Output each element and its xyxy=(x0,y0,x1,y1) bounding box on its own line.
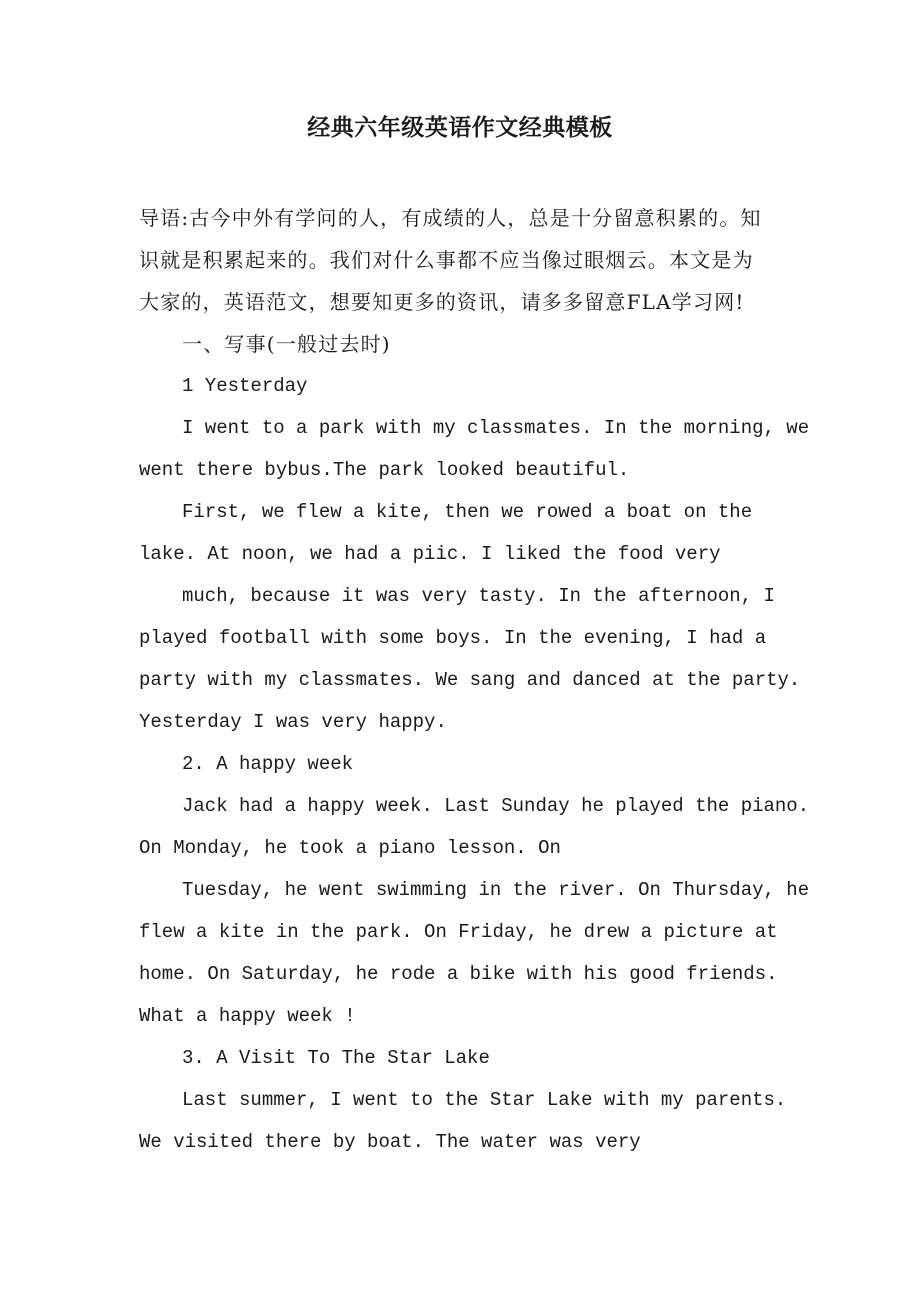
essay-line: much, because it was very tasty. In the afternoon, I xyxy=(182,585,775,607)
essay-line: On Monday, he took a piano lesson. On xyxy=(139,837,561,859)
intro-line-1: 导语:古今中外有学问的人，有成绩的人，总是十分留意积累的。知 xyxy=(139,206,762,230)
essay-line: Last summer, I went to the Star Lake with my parents. xyxy=(182,1089,787,1111)
section-heading: 一、写事(一般过去时) xyxy=(182,332,391,356)
essay-heading-star-lake: 3. A Visit To The Star Lake xyxy=(182,1047,490,1069)
essay-line: Yesterday I was very happy. xyxy=(139,711,447,733)
essay-line: I went to a park with my classmates. In the morning, we xyxy=(182,417,810,439)
essay-line: went there bybus.The park looked beautiful. xyxy=(139,459,630,481)
intro-line-2: 识就是积累起来的。我们对什么事都不应当像过眼烟云。本文是为 xyxy=(139,248,754,272)
essay-line: home. On Saturday, he rode a bike with his good friends. xyxy=(139,963,778,985)
essay-line: flew a kite in the park. On Friday, he drew a picture at xyxy=(139,921,778,943)
essay-line: We visited there by boat. The water was very xyxy=(139,1131,641,1153)
essay-heading-yesterday: 1 Yesterday xyxy=(182,375,308,397)
essay-line: party with my classmates. We sang and danced at the party. xyxy=(139,669,801,691)
document-body xyxy=(139,197,810,1163)
essay-heading-happy-week: 2. A happy week xyxy=(182,753,354,775)
essay-line: Tuesday, he went swimming in the river. On Thursday, he xyxy=(182,879,810,901)
essay-line: Jack had a happy week. Last Sunday he played the piano. xyxy=(182,795,810,817)
essay-line: lake. At noon, we had a piic. I liked the food very xyxy=(139,543,721,565)
document-title: 经典六年级英语作文经典模板 xyxy=(307,114,613,141)
intro-line-3: 大家的，英语范文，想要知更多的资讯，请多多留意FLA学习网! xyxy=(139,290,745,314)
essay-line: played football with some boys. In the evening, I had a xyxy=(139,627,767,649)
essay-line: What a happy week ! xyxy=(139,1005,356,1027)
essay-line: First, we flew a kite, then we rowed a boat on the xyxy=(182,501,753,523)
